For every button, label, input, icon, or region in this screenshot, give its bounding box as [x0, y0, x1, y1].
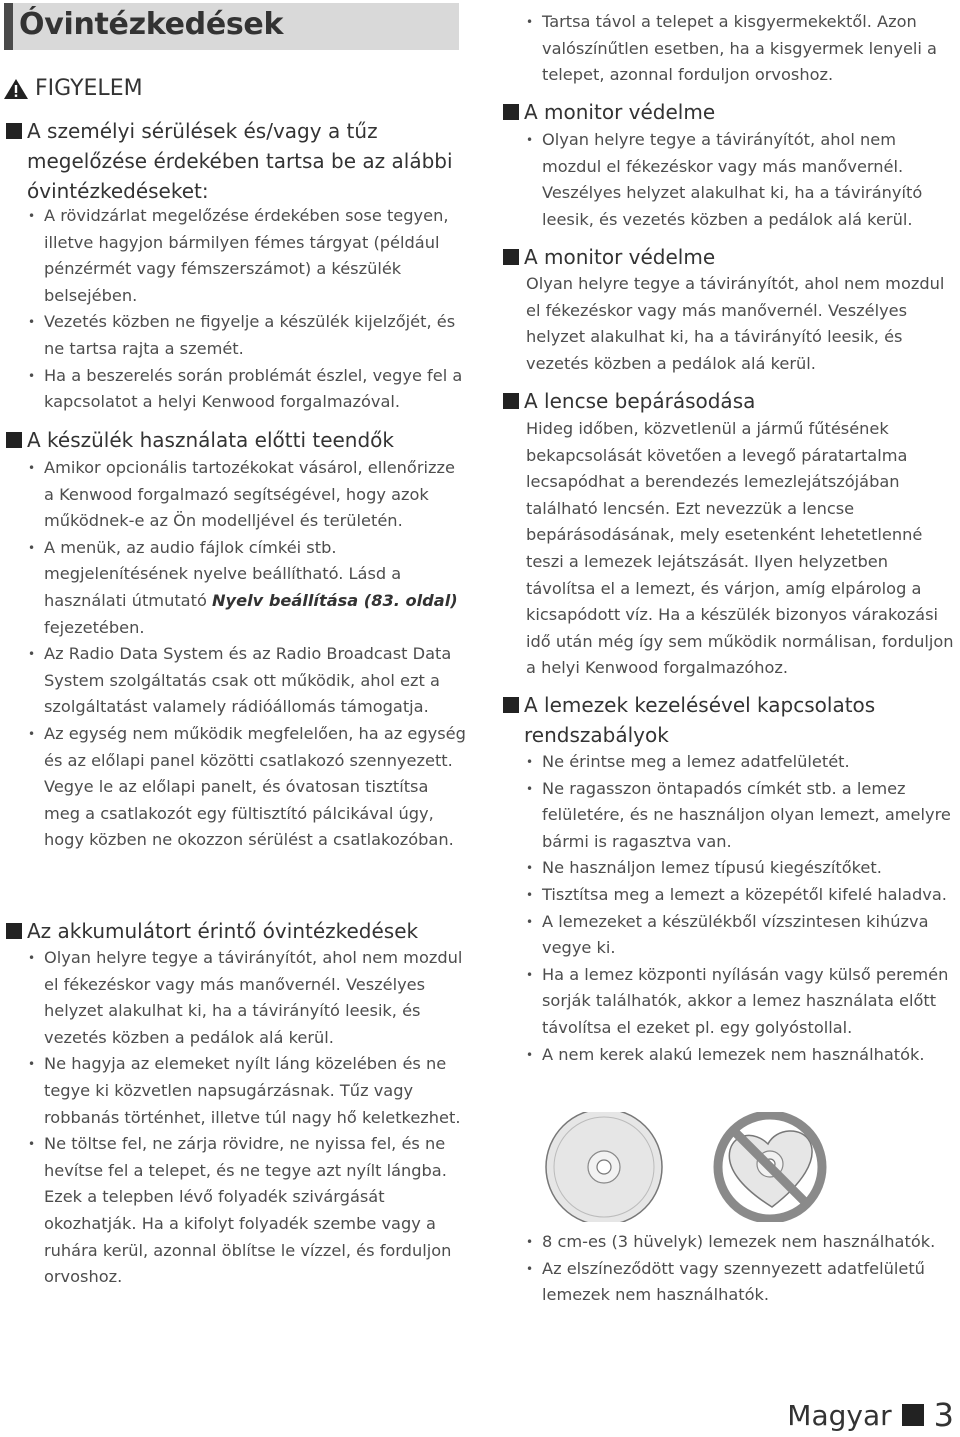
section-heading-monitor-1: A monitor védelme — [500, 97, 956, 127]
footer-language: Magyar — [787, 1398, 892, 1432]
list-item: • Olyan helyre tegye a távirányítót, ahol nem mozdul el fékezéskor vagy más manővernél. Veszélyes helyzet alakulhat ki, ha a távirányító leesik, és vezetés közben a pedálok alá kerül. — [524, 127, 956, 233]
section-heading-lens: A lencse bepárásodása — [500, 386, 956, 416]
list-item: • Az elszíneződött vagy szennyezett adatfelületű lemezek nem használhatók. — [524, 1256, 960, 1309]
list-item: • Tartsa távol a telepet a kisgyermekektől. Azon valószínűtlen esetben, ha a kisgyermek lenyeli a telepet, azonnal forduljon orvoshoz. — [524, 9, 956, 89]
list-monitor-1 — [524, 127, 956, 233]
section-marker-icon — [6, 432, 22, 448]
list-disc-size — [524, 1229, 960, 1309]
heart-disc-prohibited-icon — [718, 1115, 822, 1219]
disc-illustration — [540, 1112, 840, 1222]
list-item: • Vezetés közben ne figyelje a készülék kijelzőjét, és ne tartsa rajta a szemét. — [26, 309, 466, 362]
list-item: • Amikor opcionális tartozékokat vásárol, ellenőrizze a Kenwood forgalmazó segítségével, hogy azok működnek-e az Ön modelljével és területén. — [26, 455, 466, 535]
list-item: • Ha a beszerelés során problémát észlel, vegye fel a kapcsolatot a helyi Kenwood forgalmazóval. — [26, 363, 466, 416]
section-heading-monitor-2: A monitor védelme — [500, 242, 956, 272]
list-item: • A nem kerek alakú lemezek nem használhatók. — [524, 1042, 960, 1069]
list-item: • 8 cm-es (3 hüvelyk) lemezek nem használhatók. — [524, 1229, 960, 1256]
warning-text: FIGYELEM — [35, 76, 143, 101]
list-item: • Az Radio Data System és az Radio Broadcast Data System szolgáltatás csak ott működik, ahol ezt a szolgáltatást valamely rádióállomás támogatja. — [26, 641, 466, 721]
page-number: 3 — [933, 1396, 954, 1434]
list-battery-cont — [524, 9, 956, 89]
language-setting-ref: Nyelv beállítása (83. oldal) — [212, 590, 458, 610]
paragraph-monitor-2: Olyan helyre tegye a távirányítót, ahol nem mozdul el fékezéskor vagy más manővernél. Veszélyes helyzet alakulhat ki, ha a távirányító leesik, és vezetés közben a pedálok alá kerül. — [526, 274, 945, 373]
list-item: • A lemezeket a készülékből vízszintesen kihúzva vegye ki. — [524, 909, 960, 962]
list-safety — [26, 203, 466, 416]
list-item-language: • A menük, az audio fájlok címkéi stb. megjelenítésének nyelve beállítható. Lásd a használati útmutató Nyelv beállítása (83. oldal) fejezetében. — [26, 535, 466, 641]
footer-square-icon — [902, 1404, 924, 1426]
warning-icon — [3, 78, 29, 100]
list-item: • Ne töltse fel, ne zárja rövidre, ne nyissa fel, és ne hevítse fel a telepet, és ne tegye azt nyílt lángba. Ezek a telepben lévő folyadék szivárgását okozhatják. Ha a kifolyt folyadék szembe vagy a ruhára kerül, azonnal öblítse le vízzel, és forduljon orvoshoz. — [26, 1131, 466, 1291]
list-item: • Ne ragasszon öntapadós címkét stb. a lemez felületére, és ne használjon olyan lemezt, amelyre bármi is ragasztva van. — [524, 776, 960, 856]
section-marker-icon — [503, 249, 519, 265]
warning-label — [3, 76, 143, 101]
section-marker-icon — [6, 123, 22, 139]
list-disc-handling — [524, 749, 960, 1068]
list-item: • Tisztítsa meg a lemezt a közepétől kifelé haladva. — [524, 882, 960, 909]
page-footer — [787, 1396, 954, 1434]
page-title-bar — [4, 3, 459, 50]
section-marker-icon — [503, 697, 519, 713]
list-item: • Ne érintse meg a lemez adatfelületét. — [524, 749, 960, 776]
section-heading-safety: A személyi sérülések és/vagy a tűz megelőzése érdekében tartsa be az alábbi óvintézkedéseket: — [3, 116, 463, 206]
list-battery — [26, 945, 466, 1291]
list-before-use — [26, 455, 466, 854]
round-disc-icon — [546, 1112, 662, 1222]
list-item: • A rövidzárlat megelőzése érdekében sose tegyen, illetve hagyjon bármilyen fémes tárgyat (például pénzérmét vagy fémszerszámot) a készülék belsejében. — [26, 203, 466, 309]
list-item: • Ne használjon lemez típusú kiegészítőket. — [524, 855, 960, 882]
section-marker-icon — [503, 393, 519, 409]
list-item: • Olyan helyre tegye a távirányítót, ahol nem mozdul el fékezéskor vagy más manővernél. Veszélyes helyzet alakulhat ki, ha a távirányító leesik, és vezetés közben a pedálok alá kerül. — [26, 945, 466, 1051]
section-heading-disc-handling: A lemezek kezelésével kapcsolatos rendszabályok — [500, 690, 956, 750]
list-item: • Az egység nem működik megfelelően, ha az egység és az előlapi panel közötti csatlakozó szennyezett. Vegye le az előlapi panelt, és óvatosan tisztítsa meg a csatlakozót egy fültisztító pálcikával úgy, hogy közben ne okozzon sérülést a csatlakozóban. — [26, 721, 466, 854]
section-heading-battery: Az akkumulátort érintő óvintézkedések — [3, 916, 463, 946]
list-item: • Ha a lemez központi nyílásán vagy külső peremén sorják találhatók, akkor a lemez használata előtt távolítsa el ezeket pl. egy golyóstollal. — [524, 962, 960, 1042]
section-marker-icon — [6, 923, 22, 939]
page-title: Óvintézkedések — [19, 7, 284, 42]
section-marker-icon — [503, 104, 519, 120]
paragraph-lens: Hideg időben, közvetlenül a jármű fűtésének bekapcsolását követően a levegő páratartalma lecsapódhat a berendezés lemezlejátszójában található lencsén. Ezt nevezzük a lencse bepárásodásának, mely esetenként lehetetlenné teszi a lemezek lejátszását. Ilyen helyzetben távolítsa el a lemezt, és várjon, amíg elpárolog a kicsapódott víz. Ha a készülék bizonyos várakozási idő után még így sem működik normálisan, forduljon a helyi Kenwood forgalmazóhoz. — [526, 419, 954, 678]
list-item: • Ne hagyja az elemeket nyílt láng közelében és ne tegye ki közvetlen napsugárzásnak. Tűz vagy robbanás történhet, illetve túl nagy hő keletkezhet. — [26, 1051, 466, 1131]
section-heading-before-use: A készülék használata előtti teendők — [3, 425, 463, 455]
